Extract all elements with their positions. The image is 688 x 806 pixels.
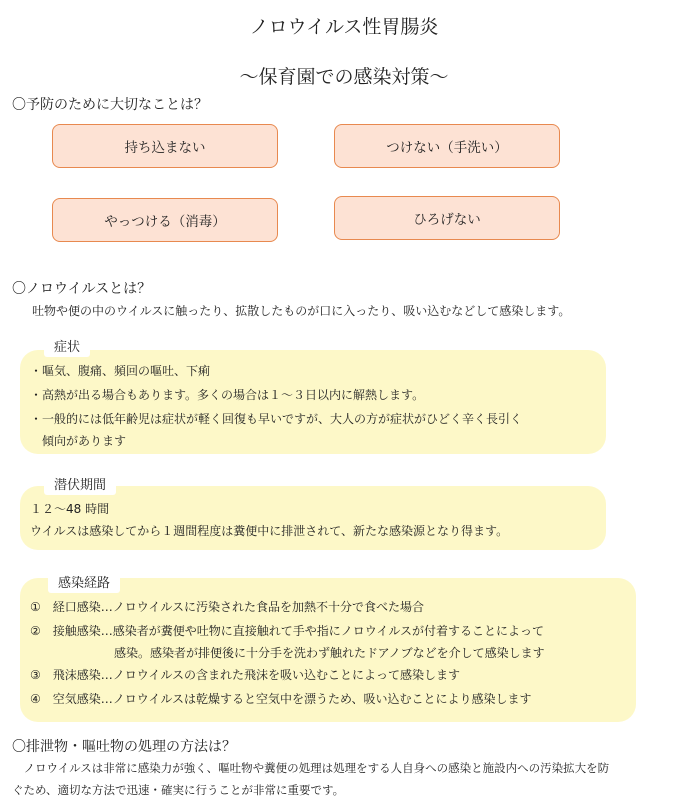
disposal-heading: 〇排泄物・嘔吐物の処理の方法は？ [12,739,236,755]
symptoms-line: 傾向があります [30,434,127,448]
routes-tag: 感染経路 [48,570,120,593]
symptoms-line: ・高熱が出る場合もあります。多くの場合は１～３日以内に解熱します。 [30,388,425,402]
prevention-item-hand-wash: つけない（手洗い） [334,124,560,168]
page-subtitle: ～保育園での感染対策～ [239,66,449,88]
symptoms-tag: 症状 [44,334,90,357]
routes-line: 感染。感染者が排便後に十分手を洗わず触れたドアノブなどを介して感染します [30,646,545,660]
about-intro: 吐物や便の中のウイルスに触ったり、拡散したものが口に入ったり、吸い込むなどして感染します。 [32,304,571,318]
disposal-line: ぐため、適切な方法で迅速・確実に行うことが非常に重要です。 [12,783,345,797]
page-title: ノロウイルス性胃腸炎 [249,16,439,38]
prevention-item-spread: ひろげない [334,196,560,240]
routes-line: ④ 空気感染…ノロウイルスは乾燥すると空気中を漂うため、吸い込むことにより感染します [30,692,532,706]
incubation-line: １２～48 時間 [30,502,110,516]
incubation-box [20,486,606,550]
symptoms-line: ・一般的には低年齢児は症状が軽く回復も早いですが、大人の方が症状がひどく辛く長引く [30,412,523,426]
symptoms-line: ・嘔気、腹痛、頻回の嘔吐、下痢 [30,364,211,378]
about-heading: 〇ノロウイルスとは？ [12,281,152,297]
routes-line: ③ 飛沫感染…ノロウイルスの含まれた飛沫を吸い込むことによって感染します [30,668,461,682]
routes-line: ② 接触感染…感染者が糞便や吐物に直接触れて手や指にノロウイルスが付着することによって [30,624,545,638]
routes-line: ① 経口感染…ノロウイルスに汚染された食品を加熱不十分で食べた場合 [30,600,425,614]
incubation-tag: 潜伏期間 [44,472,116,495]
disposal-line: ノロウイルスは非常に感染力が強く、嘔吐物や糞便の処理は処理をする人自身への感染と施設内への汚染拡大を防 [12,761,610,775]
prevention-heading: 〇予防のために大切なことは？ [12,97,208,113]
prevention-item-bring-in: 持ち込まない [52,124,278,168]
incubation-line: ウイルスは感染してから１週間程度は糞便中に排泄されて、新たな感染源となり得ます。 [30,524,509,538]
prevention-item-disinfect: やっつける（消毒） [52,198,278,242]
